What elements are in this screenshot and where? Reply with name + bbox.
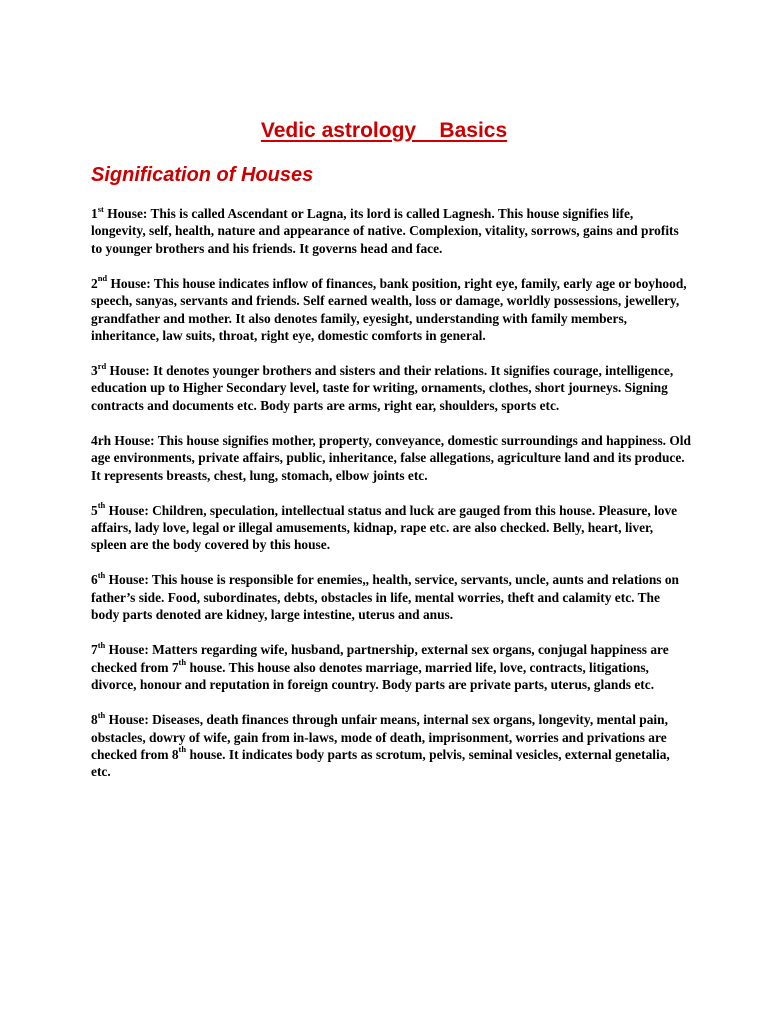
houses-list [91,205,691,798]
house-4-paragraph: 4rh House: This house signifies mother, property, conveyance, domestic surroundings and happiness. Old age environments, private affairs, public, inheritance, false allegations, agriculture land and its produce. It represents breasts, chest, lung, stomach, elbow joints etc. [91,432,691,483]
section-heading: Signification of Houses [91,164,314,186]
house-5-paragraph: 5th House: Children, speculation, intellectual status and luck are gauged from this house. Pleasure, love affairs, lady love, legal or illegal amusements, kidnap, rape etc. are also checked. Belly, heart, liver, spleen are the body covered by this house. [91,500,678,553]
house-1-paragraph: 1st House: This is called Ascendant or Lagna, its lord is called Lagnesh. This house signifies life, longevity, self, health, nature and appearance of native. Complexion, vitality, sorrows, gains and profits to younger brothers and his friends. It governs head and face. [91,203,679,256]
house-6-paragraph: 6th House: This house is responsible for enemies,, health, service, servants, uncle, aunts and relations on father’s side. Food, subordinates, debts, obstacles in life, mental worries, theft and calamity etc. The body parts denoted are kidney, large intestine, uterus and anus. [91,570,679,623]
house-7-paragraph: 7th House: Matters regarding wife, husband, partnership, external sex organs, conjugal happiness are checked from 7th house. This house also denotes marriage, married life, love, contracts, litigations, divorce, honour and reputation in foreign country. Body parts are private parts, uterus, glands etc. [91,639,669,693]
page-title: Vedic astrology Basics [260,119,508,142]
house-3-paragraph: 3rd House: It denotes younger brothers and sisters and their relations. It signifies courage, intelligence, education up to Higher Secondary level, taste for writing, ornaments, clothes, short journeys. Signing contracts and documents etc. Body parts are arms, right ear, shoulders, sports etc. [91,360,674,413]
house-8-paragraph: 8th House: Diseases, death finances through unfair means, internal sex organs, longevity, mental pain, obstacles, dowry of wife, gain from in-laws, mode of death, imprisonment, worries and privations are checked from 8th house. It indicates body parts as scrotum, pelvis, seminal vesicles, external genetalia, etc. [91,709,670,780]
house-2-paragraph: 2nd House: This house indicates inflow of finances, bank position, right eye, family, early age or boyhood, speech, sanyas, servants and friends. Self earned wealth, loss or damage, worldly possessions, jewellery, grandfather and mother. It also denotes family, eyesight, understanding with family members, inheritance, law suits, throat, right eye, domestic comforts in general. [91,273,687,344]
